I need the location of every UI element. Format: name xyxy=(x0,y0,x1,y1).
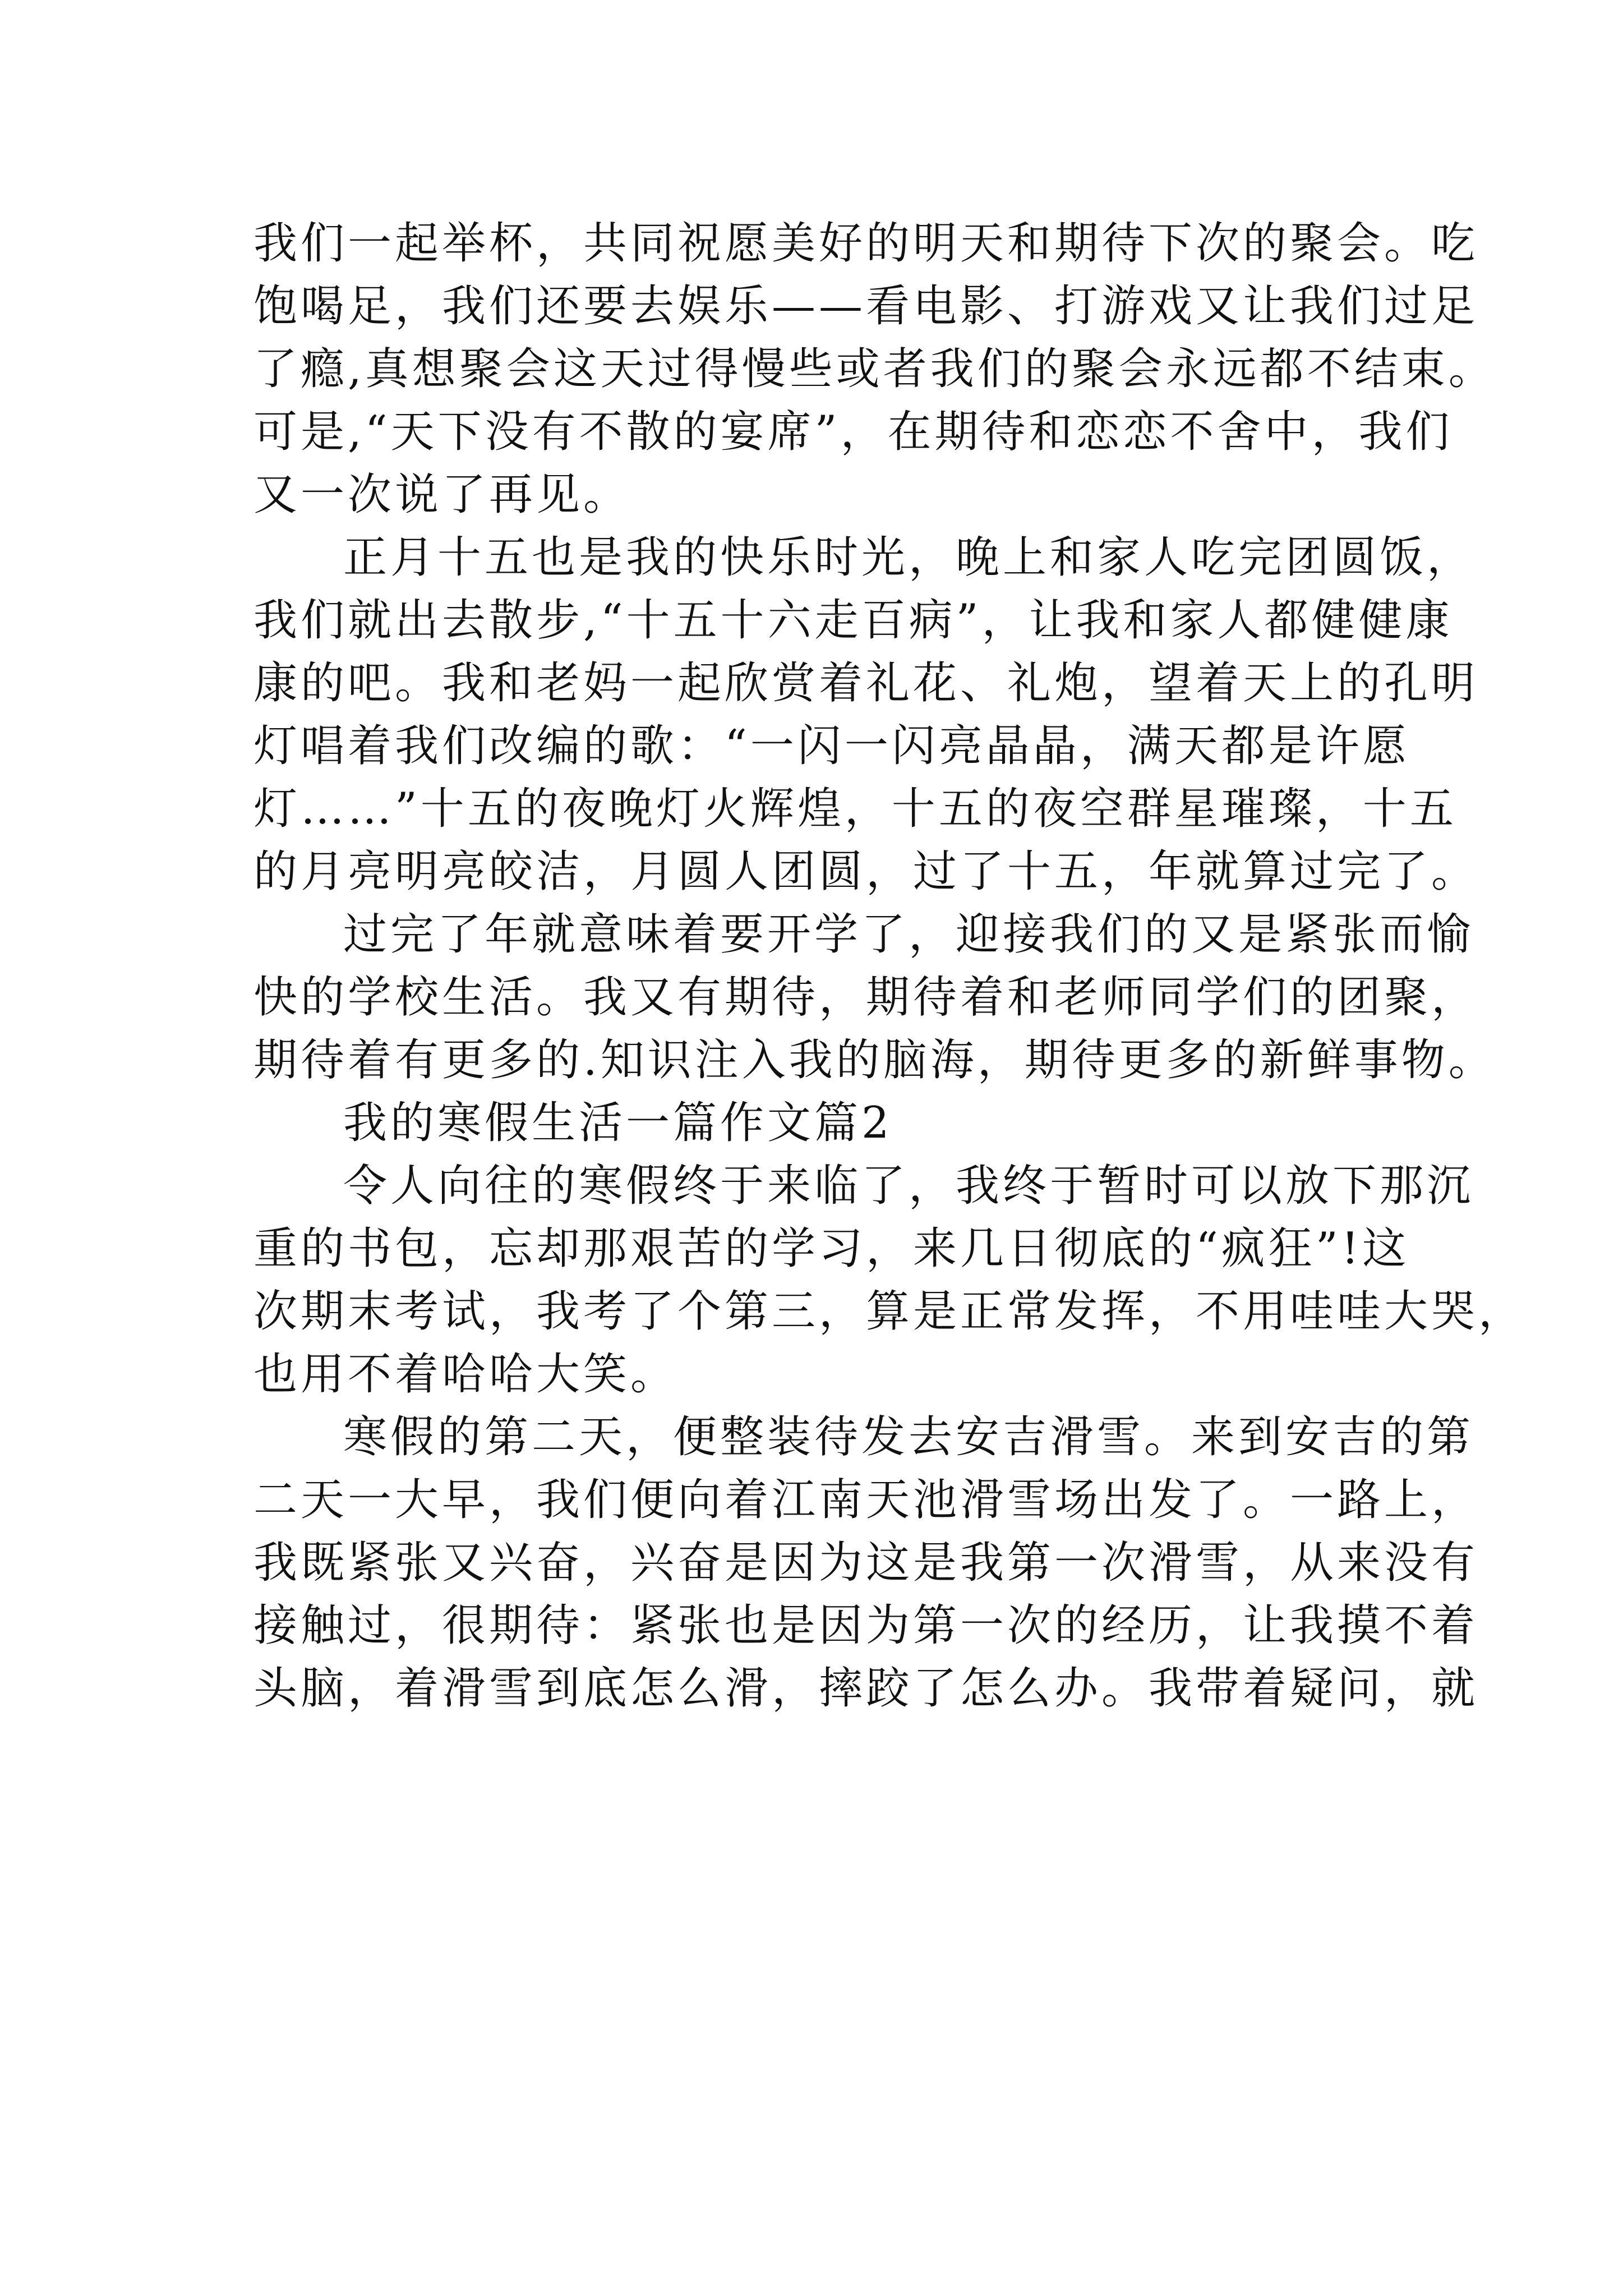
text-line: 二天一大早，我们便向着江南天池滑雪场出发了。一路上， xyxy=(253,1475,1479,1525)
text-line: 快的学校生活。我又有期待，期待着和老师同学们的团聚， xyxy=(253,972,1479,1023)
text-line: 了瘾,真想聚会这天过得慢些或者我们的聚会永远都不结束。 xyxy=(253,344,1496,394)
text-line: 灯唱着我们改编的歌：“一闪一闪亮晶晶，满天都是许愿 xyxy=(253,721,1410,771)
text-line: 我们一起举杯，共同祝愿美好的明天和期待下次的聚会。吃 xyxy=(253,218,1479,269)
text-line: 康的吧。我和老妈一起欣赏着礼花、礼炮，望着天上的孔明 xyxy=(253,658,1479,708)
text-line: 头脑，着滑雪到底怎么滑，摔跤了怎么办。我带着疑问，就 xyxy=(253,1663,1479,1714)
document-body xyxy=(253,212,1526,1720)
text-line: 重的书包，忘却那艰苦的学习，来几日彻底的“疯狂”!这 xyxy=(253,1223,1410,1274)
text-line: 我既紧张又兴奋，兴奋是因为这是我第一次滑雪，从来没有 xyxy=(253,1538,1479,1588)
paragraph-start-line: 寒假的第二天，便整装待发去安吉滑雪。来到安吉的第 xyxy=(343,1412,1474,1462)
text-line: 饱喝足，我们还要去娱乐——看电影、打游戏又让我们过足 xyxy=(253,281,1479,332)
text-line: 灯……”十五的夜晚灯火辉煌，十五的夜空群星璀璨，十五 xyxy=(253,784,1457,834)
section-heading: 我的寒假生活一篇作文篇2 xyxy=(343,1098,893,1148)
paragraph-start-line: 正月十五也是我的快乐时光，晚上和家人吃完团圆饭， xyxy=(343,532,1474,583)
paragraph-start-line: 过完了年就意味着要开学了，迎接我们的又是紧张而愉 xyxy=(343,909,1474,960)
text-line: 接触过，很期待：紧张也是因为第一次的经历，让我摸不着 xyxy=(253,1600,1479,1651)
text-line: 期待着有更多的.知识注入我的脑海，期待更多的新鲜事物。 xyxy=(253,1035,1496,1085)
paragraph-start-line: 令人向往的寒假终于来临了，我终于暂时可以放下那沉 xyxy=(343,1161,1474,1211)
text-line: 次期末考试，我考了个第三，算是正常发挥，不用哇哇大哭， xyxy=(253,1286,1526,1337)
text-line: 又一次说了再见。 xyxy=(253,470,631,520)
text-line: 我们就出去散步,“十五十六走百病”，让我和家人都健健康 xyxy=(253,595,1453,646)
text-line: 也用不着哈哈大笑。 xyxy=(253,1349,678,1400)
text-line: 可是,“天下没有不散的宴席”，在期待和恋恋不舍中，我们 xyxy=(253,407,1453,457)
text-line: 的月亮明亮皎洁，月圆人团圆，过了十五，年就算过完了。 xyxy=(253,846,1479,897)
